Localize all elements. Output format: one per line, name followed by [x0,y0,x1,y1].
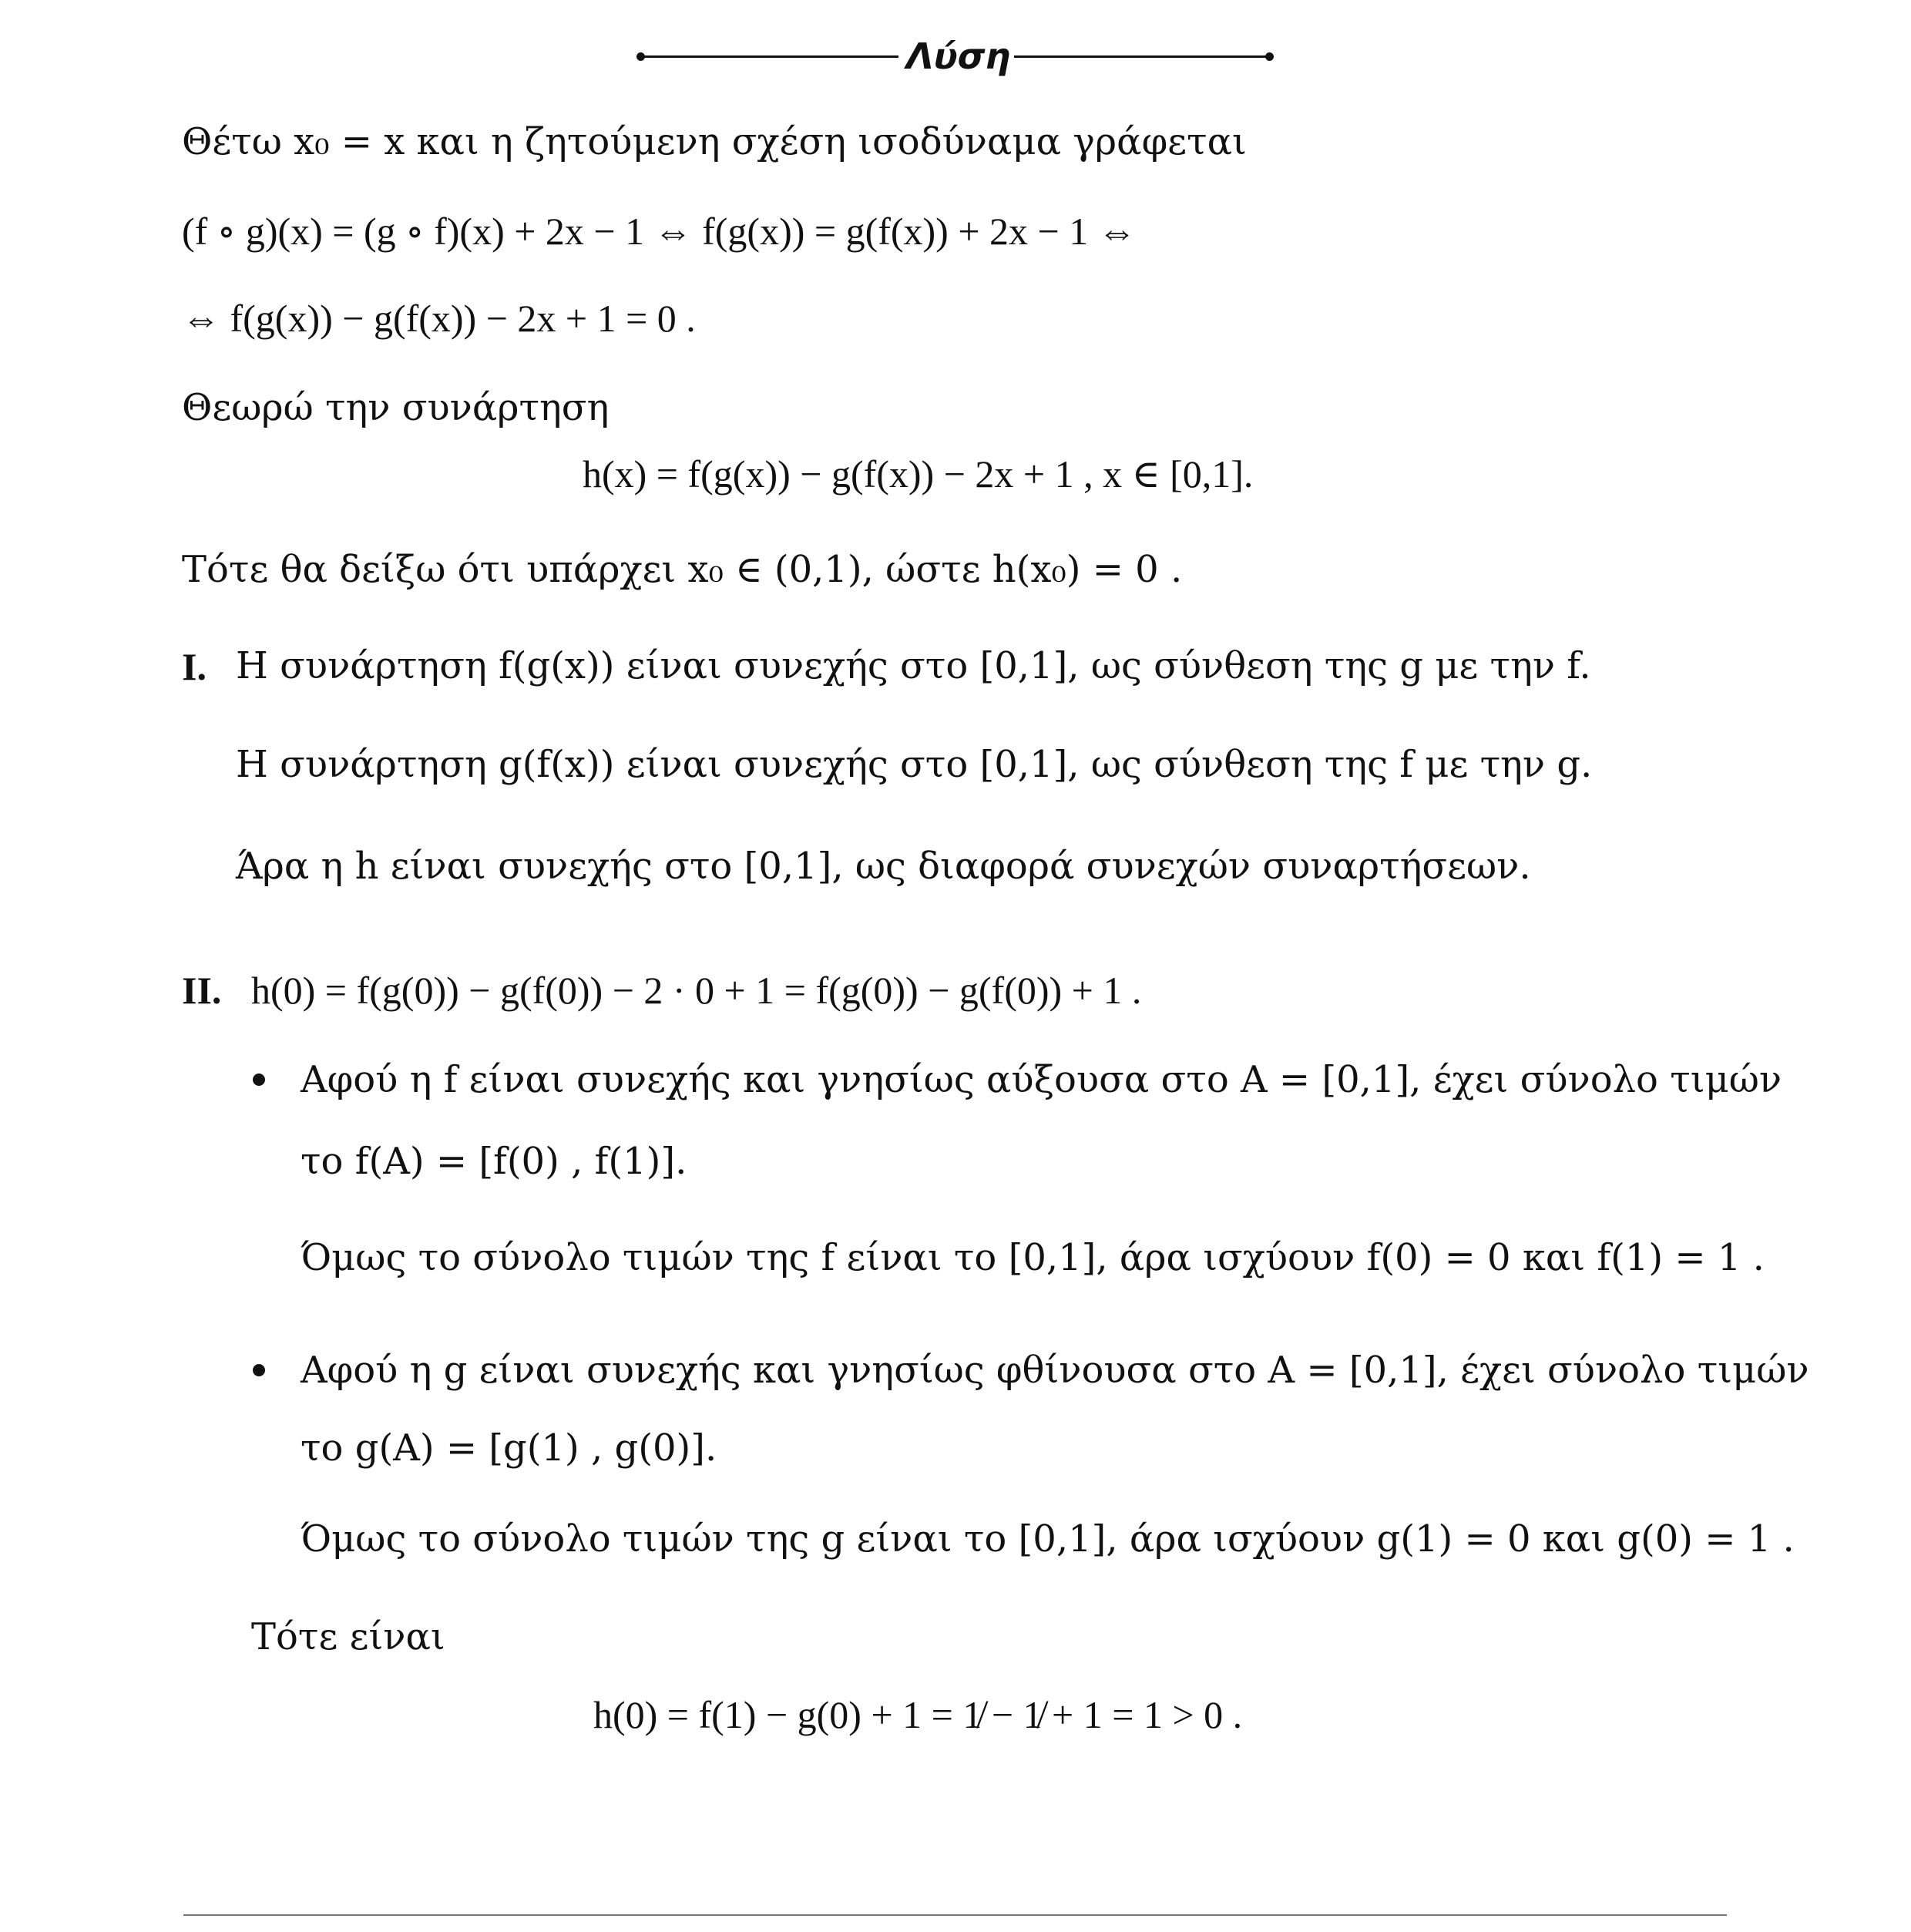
header-dot-right [1265,52,1274,61]
text-line-15: το g(A) = [g(1) , g(0)]. [301,1426,717,1470]
text-line-6: Τότε θα δείξω ότι υπάρχει x₀ ∈ (0,1), ώστε h(x₀) = 0 . [182,548,1183,591]
item-label-I: I. [182,645,207,688]
text-line-11: Αφού η f είναι συνεχής και γνησίως αύξουσα στο A = [0,1], έχει σύνολο τιμών [301,1058,1782,1101]
section-title: Λύση [906,35,1011,77]
section-header [636,32,1276,79]
header-rule-left [641,55,898,58]
text-line-12: το f(A) = [f(0) , f(1)]. [301,1140,687,1183]
text-line-17: Τότε είναι [251,1615,445,1658]
footer-rule [183,1914,1727,1916]
text-line-14: Αφού η g είναι συνεχής και γνησίως φθίνουσα στο A = [0,1], έχει σύνολο τιμών [301,1349,1809,1392]
text-line-8: Η συνάρτηση g(f(x)) είναι συνεχής στο [0,1], ως σύνθεση της f με την g. [236,743,1593,786]
bullet-1 [253,1074,265,1086]
equation-line-10: h(0) = f(g(0)) − g(f(0)) − 2 · 0 + 1 = f(g(0)) − g(f(0)) + 1 . [251,969,1142,1012]
text-line-7: Η συνάρτηση f(g(x)) είναι συνεχής στο [0,1], ως σύνθεση της g με την f. [236,644,1591,687]
equation-line-2: (f ∘ g)(x) = (g ∘ f)(x) + 2x − 1 ⇔ f(g(x)) = g(f(x)) + 2x − 1 ⇔ [182,210,1137,253]
header-rule-right [1014,55,1268,58]
text-line-13: Όμως το σύνολο τιμών της f είναι το [0,1], άρα ισχύουν f(0) = 0 και f(1) = 1 . [301,1236,1765,1279]
text-line-1: Θέτω x₀ = x και η ζητούμενη σχέση ισοδύναμα γράφεται [182,120,1247,163]
item-label-II: II. [182,969,222,1012]
equation-final: h(0) = f(1) − g(0) + 1 = 1̸ − 1̸ + 1 = 1 > 0 . [593,1693,1243,1736]
equation-h-definition: h(x) = f(g(x)) − g(f(x)) − 2x + 1 , x ∈ [0,1]. [583,452,1254,496]
equation-line-3: ⇔ f(g(x)) − g(f(x)) − 2x + 1 = 0 . [182,297,696,340]
text-line-16: Όμως το σύνολο τιμών της g είναι το [0,1], άρα ισχύουν g(1) = 0 και g(0) = 1 . [301,1517,1795,1561]
text-line-9: Άρα η h είναι συνεχής στο [0,1], ως διαφορά συνεχών συναρτήσεων. [236,845,1531,888]
text-line-4: Θεωρώ την συνάρτηση [182,386,610,429]
bullet-2 [253,1364,265,1376]
